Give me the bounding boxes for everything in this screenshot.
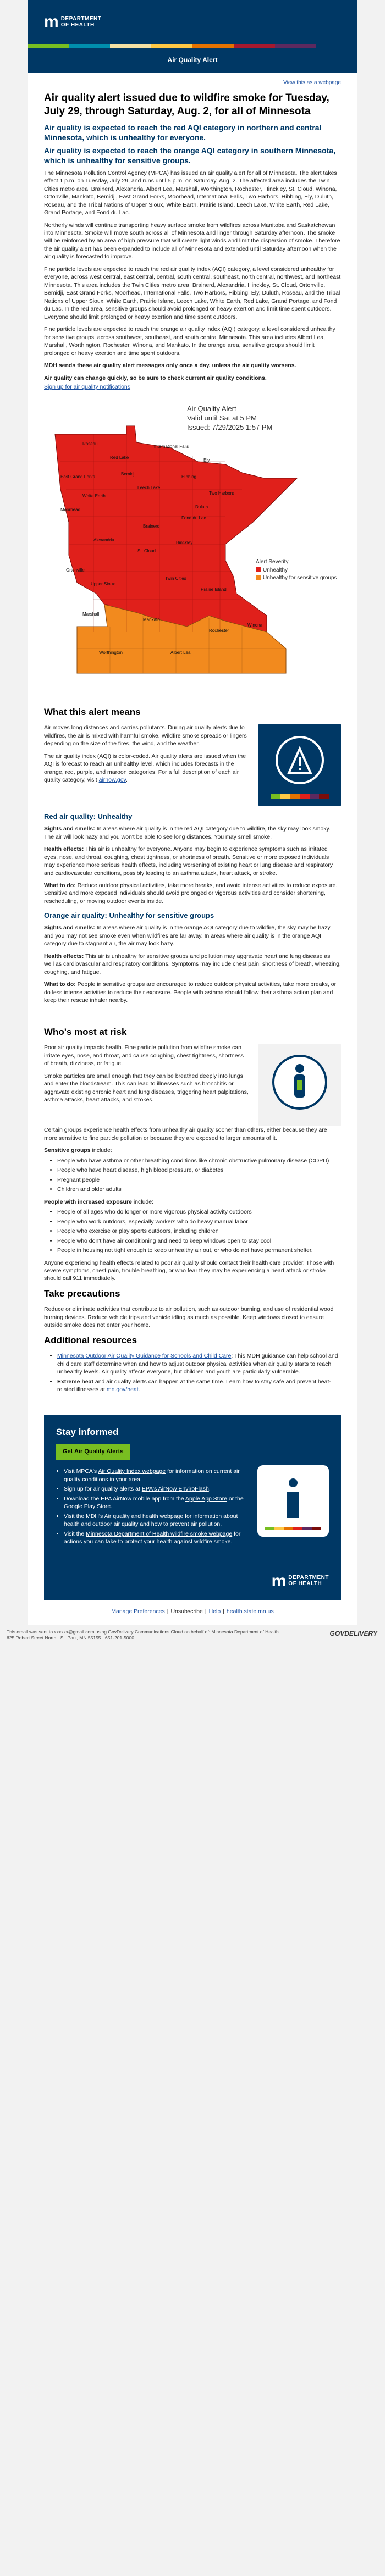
person-icon <box>258 1044 341 1126</box>
list-item: • People who have asthma or other breathing conditions like chronic obstructive pulmonary disease (COPD) <box>57 1157 341 1165</box>
list-item: • Visit the MDH's Air quality and health webpage for information about health and outdoor air quality and how to prevent air pollution. <box>64 1513 249 1528</box>
red-area-paragraph: Fine particle levels are expected to reach the red air quality index (AQI) category, a level considered unhealthy for everyone, across west central, east central, central, south central, southeast, north central, northwest, and northeast Minnesota. This area includes the Twin Cities metro area, Brainerd, Alexandria, Hinckley, St. Cloud, Ortonville, Bemidji, East Grand Forks, Moorhead, International Falls, Two Harbors, Hibbing, Ely, Duluth, Roseau, and the Tribal Nations of Upper Sioux, White Earth, Prairie Island, Leech Lake, White Earth, Red Lake, Grand Portage, and Fond du Lac. In the red area, sensitive groups should avoid prolonged or heavy exertion and limit time spent outdoors. Everyone should limit prolonged or heavy exertion and time spent outdoors. <box>44 265 341 320</box>
list-item: • People who exercise or play sports outdoors, including children <box>57 1227 341 1235</box>
header <box>28 0 358 44</box>
list-item: • Visit the Minnesota Department of Health wildfire smoke webpage for actions you can take to protect your health against wildfire smoke. <box>64 1530 249 1546</box>
informed-list <box>64 1467 249 1547</box>
red-alert-region <box>55 426 297 638</box>
city-label: Hibbing <box>182 474 197 479</box>
svg-text:Alert Severity: Alert Severity <box>256 558 289 565</box>
color-stripe <box>28 44 358 48</box>
govdelivery-logo: GOVDELIVERY <box>329 1629 377 1637</box>
list-item: • Sign up for air quality alerts at EPA's AirNow EnviroFlash. <box>64 1485 249 1493</box>
city-label: Two Harbors <box>209 490 234 496</box>
map-issued: Issued: 7/29/2025 1:57 PM <box>187 423 273 431</box>
city-label: Red Lake <box>110 455 129 460</box>
signup-notifications-link[interactable]: Sign up for air quality notifications <box>44 384 131 391</box>
footer-logo-bar <box>44 1562 341 1600</box>
orange-aq-title: Orange air quality: Unhealthy for sensitive groups <box>44 911 215 920</box>
resources-title: Additional resources <box>44 1334 138 1345</box>
aqi-alert-map <box>44 396 341 682</box>
list-item: • Pregnant people <box>57 1176 341 1184</box>
list-item: • People in housing not tight enough to keep unhealthy air out, or who do not have permanent shelter. <box>57 1247 341 1254</box>
map-valid: Valid until Sat at 5 PM <box>187 413 257 422</box>
city-label: Alexandria <box>94 537 114 542</box>
city-label: Bemidji <box>121 471 136 477</box>
map-title: Air Quality Alert <box>187 404 237 413</box>
exposure-list <box>57 1208 341 1254</box>
city-label: Duluth <box>195 504 208 509</box>
precautions-title: Take precautions <box>44 1288 120 1299</box>
city-label: White Earth <box>82 493 106 498</box>
aqi-graphic <box>258 724 341 806</box>
page-title: Air quality alert issued due to wildfire smoke for Tuesday, July 29, through Saturday, Aug. 2, for all of Minnesota <box>44 92 329 118</box>
email-container: m DEPARTMENT OF HEALTH Air Quality Alert View this as a webpage Air quality alert issued due to wildfire smoke for Tuesday, July 29, through Saturday, Aug. 2, for all of Minnesota Air quality is expected to reach the red AQI category in northern and central Minnesota, which is unhealthy for everyone. Air quality is expected to reach the orange AQI category in southern Minnesota, which is unhealthy for sensitive groups. The Minnesota Pollution Control Agency (MPCA) has issued an air quality alert for all of Minnesota. The alert takes effect 1 p.m. on Tuesday, July 29, and runs until 5 p.m. on Saturday, Aug. 2. The affected area includes the Twin Cities metro area, Brainerd, Alexandria, Albert Lea, Marshall, Worthington, Rochester, Hinckley, St. Cloud, Winona, Ortonville, Mankato, Bemidji, East Grand Forks, Moorhead, International Falls, Two Harbors, Hibbing, Ely, Duluth, Roseau, and the Tribal Nations of Upper Sioux, White Earth, Prairie Island, Leech Lake, White Earth, Red Lake, Grand Portage, and Fond du Lac. Northerly winds will continue transporting heavy surface smoke from wildfires across Manitoba and Saskatchewan into Minnesota. Smoke will move south across all of Minnesota and linger through Saturday afternoon. The smoke will be reinforced by an area of high pressure that will create light winds and limit the dispersion of smoke. Therefore the air quality alert has been expanded to include all of Minnesota and extended until Saturday afternoon when the air quality is forecasted to improve. Fine particle levels are expected to reach the red air quality index (AQI) category, a level considered unhealthy for everyone, across west central, east central, central, south central, southeast, north central, northwest, and northeast Minnesota. This area includes the Twin Cities metro area, Brainerd, Alexandria, Hinckley, St. Cloud, Ortonville, Bemidji, East Grand Forks, Moorhead, International Falls, Two Harbors, Hibbing, Ely, Duluth, Roseau, and the Tribal Nations of Upper Sioux, White Earth, Prairie Island, Leech Lake, White Earth, Red Lake, Grand Portage, and Fond du Lac. In the red area, sensitive groups should avoid prolonged or heavy exertion and limit time spent outdoors. Everyone should limit prolonged or heavy exertion and time spent outdoors. Fine particle levels are expected to reach the orange air quality index (AQI) category, a level considered unhealthy for sensitive groups, across southwest, southeast, and south central Minnesota. This area includes Albert Lea, Marshall, Worthington, Rochester, Winona, and Mankato. In the orange area, sensitive groups should limit prolonged or heavy exertion and time spent outdoors. MDH sends these air quality alert messages only once a day, unless the air quality worsens. Air quality can change quickly, so be sure to check current air quality conditions. Sign up for air quality notifications Roseau International Falls Ely Red Lake Hibbing Two Harbors East Grand Forks Bemidji Leech Lake Duluth White Earth Fond du Lac Moorhead Brainerd Alexandria Hinckley St. Cloud Ortonville Upper Sioux Twin Cities Prairie Island Marshall Mankato Rochester Winona Worthington Albert Lea Air Quality Alert Valid until Sat at 5 PM Issued: 7/29/2025 1:57 PM Alert Severity Unhealthy Unhealthy for sensitive groups What this alert means Air moves long distances and carries pollutants. During air quality alerts due to wildfires, the air is mixed with harmful smoke. Wildfire smoke spreads or lingers depending on the size of the fires, the wind, and the weather. The air quality index (AQI) is color-coded. Air quality alerts are issued when the AQI is forecast to reach an unhealthy level, which includes forecasts in the orange, red, purple, and maroon categories. For a full description of each air quality category, visit airnow.gov. Red air quality: Unhealthy Sights and smells: In areas where air quality is in the red AQI category due to wildfire, the sky may look smoky. The air will look hazy and you won't be able to see long distances. You may smell smoke. Health effects: This air is unhealthy for everyone. Anyone may begin to experience symptoms such as irritated eyes, nose, and throat, coughing, chest tightness, or shortness of breath. Sensitive or more exposed individuals may experience more serious health effects, including worsening of existing heart or lung disease and respiratory and cardiovascular conditions, possibly leading to an asthma attack, heart attack, or stroke. What to do: Reduce outdoor physical activities, take more breaks, and avoid intense activities to reduce exposure. Sensitive and more exposed individuals should avoid prolonged or vigorous activities and consider shortening, rescheduling, or moving outdoor events inside. Orange air quality: Unhealthy for sensitive groups Sights and smells: In areas where air quality is in the orange AQI category due to wildfire, the sky may be hazy and you may not see smoke even when wildfires are far away. In areas where air quality is in the orange AQI category due to stagnant air, the air may look hazy. Health effects: This air is unhealthy for sensitive groups and pollution may aggravate heart and lung disease as well as cardiovascular and respiratory conditions. Symptoms may include chest pain, shortness of breath, wheezing, coughing, and fatigue. What to do: People in sensitive groups are encouraged to reduce outdoor physical activities, take more breaks, or do less intense activities to reduce their exposure. People with asthma should follow their asthma action plan and keep their rescue inhaler nearby. Who's most at risk Poor air quality impacts health. Fine particle pollution from wildfire smoke can irritate eyes, nose, and throat, and cause coughing, chest tightness, shortness of breath, dizziness, or fatigue. Smoke particles are small enough that they can be breathed deeply into lungs and enter the bloodstream. This can lead to illnesses such as bronchitis or aggravate existing chronic heart and lung diseases, triggering heart palpitations, asthma attacks, heart attacks, and strokes. Certain groups experience health effects from unhealthy air quality sooner than others, either because they are more sensitive to fine particle pollution or because they are exposed to larger amounts of it. Sensitive groups include: • People who have asthma or other breathing conditions like chronic obstructive pulmonary disease (COPD) • People who have heart disease, high blood pressure, or diabetes • Pregnant people • Children and older adults People with increased exposure include: • People of all ages who do longer or more vigorous physical activity outdoors • People who work outdoors, especially workers who do heavy manual labor • People who exercise or play sports outdoors, including children • People who don't have air conditioning and need to keep windows open to stay cool • People in housing not tight enough to keep unhealthy air out, or who do not have permanent shelter. Anyone experiencing health effects related to poor air quality should contact their health care provider. Those with severe symptoms, chest pain, trouble breathing, or who fear they may be experiencing a heart attack or stroke should call 911 immediately. Take precautions Reduce or eliminate activities that contribute to air pollution, such as outdoor burning, and use of residential wood burning devices. Reduce vehicle trips and vehicle idling as much as possible. Keep windows closed to ensure outside smoke does not enter your home. Additional resources • Minnesota Outdoor Air Quality Guidance for Schools and Child Care: This MDH guidance can help school and child care staff determine when and how to adjust outdoor physical activities when air quality starts to reach unhealthy levels. Air quality affects everyone, but children and youth are particularly vulnerable. • Extreme heat and air quality alerts can happen at the same time. Learn how to stay safe and prevent heat-related illnesses at mn.gov/heat. Stay informed Get Air Quality Alerts • Visit MPCA's Air Quality Index webpage for information on current air quality conditions in your area. • Sign up for air quality alerts at EPA's AirNow EnviroFlash. • Download the EPA AirNow mobile app from the Apple App Store or the Google Play Store. • Visit the MDH's Air quality and health webpage for information about health and outdoor air quality and how to prevent air pollution. • Visit the Minnesota Department of Health wildfire smoke webpage for actions you can take to protect your health against wildfire smoke. m DEPARTMENT OF HEALTH Manage Preferences | Unsubscribe | Help | health.state.mn.us <box>28 0 358 1625</box>
orange-subheading: Air quality is expected to reach the orange AQI category in southern Minnesota, which is unhealthy for sensitive groups. <box>44 146 336 165</box>
map-legend <box>256 559 337 581</box>
city-label: Prairie Island <box>201 586 227 592</box>
smoke-paragraph: Northerly winds will continue transporting heavy surface smoke from wildfires across Manitoba and Saskatchewan into Minnesota. Smoke will move south across all of Minnesota and linger through Saturday afternoon. The smoke will be reinforced by an area of high pressure that will create light winds and limit the dispersion of smoke. Therefore the air quality alert has been expanded to include all of Minnesota and extended until Saturday afternoon when the air quality is forecasted to improve. <box>44 221 340 261</box>
city-label: St. Cloud <box>138 548 156 553</box>
city-label: Moorhead <box>61 507 81 512</box>
list-item: • People of all ages who do longer or more vigorous physical activity outdoors <box>57 1208 341 1216</box>
legend-orange-swatch <box>256 575 261 580</box>
get-alerts-button[interactable]: Get Air Quality Alerts <box>56 1444 130 1460</box>
city-label: Rochester <box>209 628 229 633</box>
warning-icon <box>286 746 314 779</box>
alert-paragraph: The Minnesota Pollution Control Agency (MPCA) has issued an air quality alert for all of Minnesota. The alert takes effect 1 p.m. on Tuesday, July 29, and runs until 5 p.m. on Saturday, Aug. 2. The affected area includes the Twin Cities metro area, Brainerd, Alexandria, Albert Lea, Marshall, Worthington, Rochester, Hinckley, St. Cloud, Winona, Ortonville, Mankato, Bemidji, East Grand Forks, Moorhead, International Falls, Two Harbors, Hibbing, Ely, Duluth, Roseau, and the Tribal Nations of Upper Sioux, White Earth, Prairie Island, Leech Lake, White Earth, Red Lake, Grand Portage, and Fond du Lac. <box>44 169 337 217</box>
help-link[interactable]: Help <box>208 1608 221 1615</box>
city-label: Leech Lake <box>138 485 161 490</box>
check-conditions-note: Air quality can change quickly, so be sure to check current air quality conditions. <box>44 374 267 381</box>
city-label: Hinckley <box>176 540 193 545</box>
lungs-graphic <box>258 1044 341 1126</box>
list-item: • Children and older adults <box>57 1185 341 1193</box>
legend-red-swatch <box>256 567 261 572</box>
city-label: Worthington <box>99 650 123 655</box>
what-p1: Air moves long distances and carries pollutants. During air quality alerts due to wildfires, the air is mixed with harmful smoke. Wildfire smoke spreads or lingers depending on the size of the fires, the wind, and the weather. <box>44 724 247 747</box>
list-item: • People who don't have air conditioning and need to keep windows open to stay cool <box>57 1237 341 1245</box>
city-label: Marshall <box>82 611 100 617</box>
red-aq-title: Red air quality: Unhealthy <box>44 812 133 821</box>
alert-bar: Air Quality Alert <box>28 48 358 73</box>
stay-informed-title: Stay informed <box>56 1426 119 1437</box>
city-label: Brainerd <box>143 523 160 529</box>
who-at-risk-title: Who's most at risk <box>44 1026 127 1037</box>
city-label: Albert Lea <box>170 650 191 655</box>
resources-list <box>57 1352 341 1393</box>
mn-logo-icon: m <box>44 13 58 31</box>
city-label: Winona <box>248 622 263 628</box>
city-label: Twin Cities <box>165 575 186 581</box>
airnow-link[interactable]: airnow.gov <box>98 777 127 784</box>
what-p2: The air quality index (AQI) is color-coded. Air quality alerts are issued when the AQI is forecast to reach an unhealthy level, which includes forecasts in the orange, red, purple, and maroon categories. For a full description of each air quality category, visit <box>44 752 246 784</box>
mn-map-svg <box>44 396 341 682</box>
list-item: • People who work outdoors, especially workers who do heavy manual labor <box>57 1218 341 1226</box>
city-label: Upper Sioux <box>91 581 116 586</box>
once-a-day-note: MDH sends these air quality alert messages only once a day, unless the air quality worsens. <box>44 362 296 369</box>
info-icon <box>257 1465 329 1537</box>
mdh-logo[interactable]: m DEPARTMENT OF HEALTH <box>44 10 101 33</box>
orange-area-paragraph: Fine particle levels are expected to reach the orange air quality index (AQI) category, a level considered unhealthy for sensitive groups, across southwest, southeast, and south central Minnesota. This area includes Albert Lea, Marshall, Worthington, Rochester, Winona, and Mankato. In the orange area, sensitive groups should limit prolonged or heavy exertion and time spent outdoors. <box>44 326 336 357</box>
what-alert-means-title: What this alert means <box>44 706 141 717</box>
red-subheading: Air quality is expected to reach the red AQI category in northern and central Minnesota, which is unhealthy for everyone. <box>44 123 322 142</box>
city-label: East Grand Forks <box>61 474 95 479</box>
city-label: Mankato <box>143 617 160 622</box>
list-item: • Visit MPCA's Air Quality Index webpage for information on current air quality conditions in your area. <box>64 1467 249 1483</box>
city-label: Roseau <box>82 441 98 446</box>
city-label: Ortonville <box>66 567 85 573</box>
stay-informed-box <box>44 1415 341 1562</box>
svg-text:Unhealthy: Unhealthy <box>263 567 288 573</box>
view-webpage-link[interactable]: View this as a webpage <box>283 79 341 86</box>
list-item: • People who have heart disease, high blood pressure, or diabetes <box>57 1166 341 1174</box>
list-item: • Download the EPA AirNow mobile app from the Apple App Store or the Google Play Store. <box>64 1495 249 1511</box>
heat-link[interactable]: mn.gov/heat <box>106 1386 139 1393</box>
site-link[interactable]: health.state.mn.us <box>226 1608 274 1615</box>
unsubscribe-link[interactable]: Unsubscribe <box>170 1608 203 1615</box>
list-item: • Extreme heat and air quality alerts can happen at the same time. Learn how to stay safe and prevent heat-related illnesses at mn.gov/heat. <box>57 1378 341 1394</box>
footer-mdh-logo[interactable]: m DEPARTMENT OF HEALTH <box>272 1570 329 1592</box>
city-label: Fond du Lac <box>182 515 206 520</box>
child-care-guidance-link[interactable]: Minnesota Outdoor Air Quality Guidance for Schools and Child Care <box>57 1353 232 1360</box>
city-label: Ely <box>204 457 210 463</box>
manage-preferences-link[interactable]: Manage Preferences <box>111 1608 165 1615</box>
city-label: International Falls <box>154 444 189 449</box>
list-item: • Minnesota Outdoor Air Quality Guidance for Schools and Child Care: This MDH guidance can help school and child care staff determine when and how to adjust outdoor physical activities when air quality starts to reach unhealthy levels. Air quality affects everyone, but children and youth are particularly vulnerable. <box>57 1352 341 1376</box>
svg-text:Unhealthy for sensitive groups: Unhealthy for sensitive groups <box>263 574 337 581</box>
footer-links: Manage Preferences | Unsubscribe | Help | health.state.mn.us <box>111 1608 274 1615</box>
mn-logo-icon: m <box>271 1571 285 1590</box>
sensitive-list <box>57 1157 341 1194</box>
legal-footer: This email was sent to xxxxxx@gmail.com using GovDelivery Communications Cloud on behalf of: Minnesota Department of Health 625 Robert Street North · St. Paul, MN 55155 · 651-201-5000 GOVDELIVERY <box>7 1628 377 1641</box>
